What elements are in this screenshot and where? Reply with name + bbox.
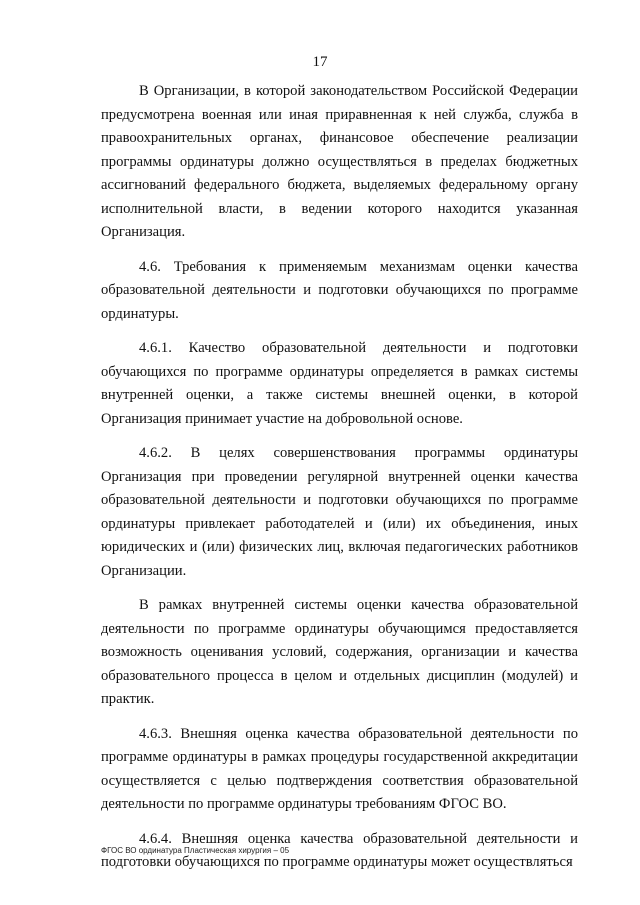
paragraph-4-6-3: 4.6.3. Внешняя оценка качества образовательной деятельности по программе ординатуры в рамках процедуры государственной аккредитации осуществляется с целью подтверждения соответствия образовательной деятельности по программе ординатуры требованиям ФГОС ВО. <box>101 725 578 812</box>
paragraph-4-6-4: 4.6.4. Внешняя оценка качества образовательной деятельности и подготовки обучающихся по программе ординатуры может осуществляться <box>101 830 578 870</box>
page-footer: ФГОС ВО ординатура Пластическая хирургия – 05 <box>101 846 290 855</box>
paragraph-4-6-1: 4.6.1. Качество образовательной деятельности и подготовки обучающихся по программе ординатуры определяется в рамках системы внутренней оценки, а также системы внешней оценки, в которой Организация принимает участие на добровольной основе. <box>101 340 578 427</box>
page-number: 17 <box>312 54 328 70</box>
paragraph-4-6: 4.6. Требования к применяемым механизмам оценки качества образовательной деятельности и подготовки обучающихся по программе ординатуры. <box>101 258 578 322</box>
paragraph-internal-assessment: В рамках внутренней системы оценки качества образовательной деятельности по программе ординатуры обучающимся предоставляется возможность оценивания условий, содержания, организации и качества образовательного процесса в целом и отдельных дисциплин (модулей) и практик. <box>101 597 578 707</box>
document-body <box>101 80 578 875</box>
paragraph-funding: В Организации, в которой законодательством Российской Федерации предусмотрена военная или иная приравненная к ней служба, служба в правоохранительных органах, финансовое обеспечение реализации программы ординатуры должно осуществляться в пределах бюджетных ассигнований федерального бюджета, выделяемых федеральному органу исполнительной власти, в ведении которого находится указанная Организация. <box>101 83 578 240</box>
paragraph-4-6-2: 4.6.2. В целях совершенствования программы ординатуры Организация при проведении регулярной внутренней оценки качества образовательной деятельности и подготовки обучающихся по программе ординатуры привлекает работодателей и (или) их объединения, иных юридических и (или) физических лиц, включая педагогических работников Организации. <box>101 445 578 579</box>
